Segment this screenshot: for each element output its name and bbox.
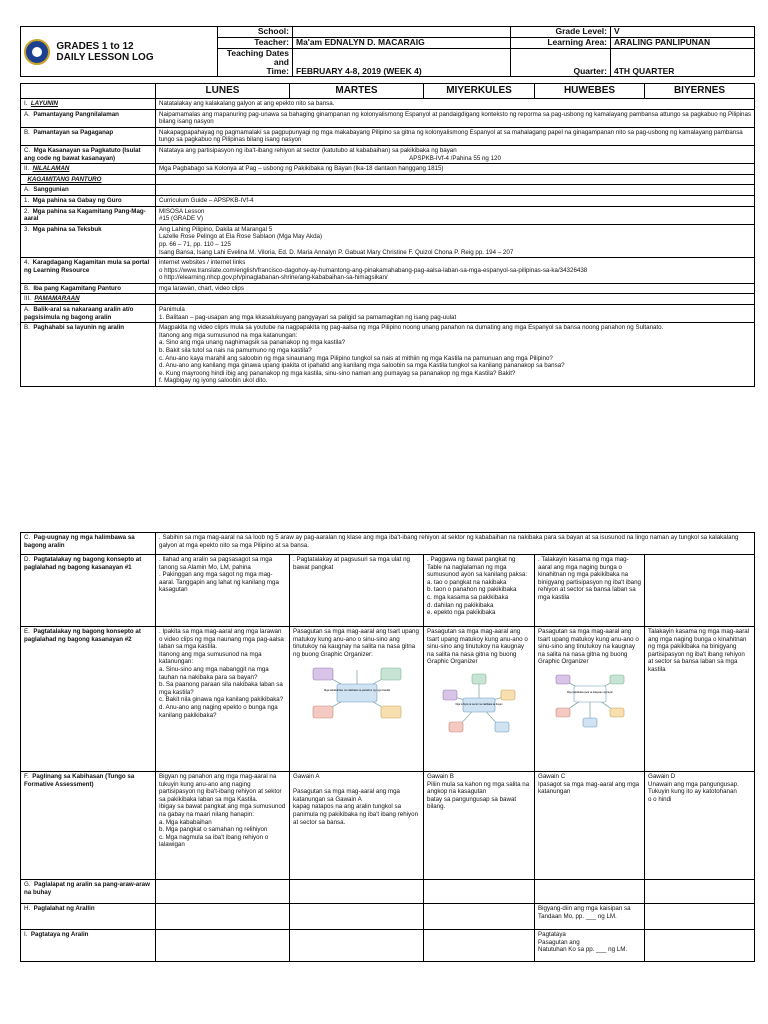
row-title: Pamantayan sa Pagaganap: [33, 128, 114, 136]
row-h-monday: [156, 904, 290, 930]
row-i-title: Pagtataya ng Aralin: [30, 931, 89, 938]
row-label: [21, 164, 156, 175]
row-content: [156, 294, 755, 305]
row-title: Mga Kasanayan sa Pagkatuto (Isulat ang code ng bawat kasanayan): [24, 146, 141, 162]
table-row: [21, 305, 755, 323]
table-row-g: [21, 880, 755, 904]
graphic-organizer-tuesday: [309, 664, 405, 722]
graphic-organizer-wednesday: [439, 672, 519, 736]
row-content: [156, 305, 755, 323]
table-row: [21, 206, 755, 224]
row-d-num: D.: [24, 556, 31, 563]
row-content-text: mga larawan, chart, video clips: [159, 284, 244, 292]
row-label: [21, 185, 156, 196]
header-table: [20, 26, 755, 77]
row-label: [21, 206, 156, 224]
row-f-friday: Gawain D Unawain ang mga pangungusap. Tukuyin kung ito ay katotohanan o o hindi: [645, 772, 755, 880]
row-title: LAYUNIN: [30, 100, 58, 107]
row-d-title: Pagtatalakay ng bagong konsepto at paglalahad ng bagong kasanayan #1: [24, 556, 142, 571]
table-row-f: [21, 772, 755, 880]
diagram-center-text-tuesday: Mga kababaihan na nakibaka sa panahon ng mga Kastila: [323, 689, 390, 693]
corner-cell: [21, 84, 156, 99]
row-content: [156, 224, 755, 257]
teacher-label: Teacher:: [218, 38, 293, 49]
row-content: [156, 164, 755, 175]
row-number: B.: [24, 128, 30, 136]
row-h-tuesday: [290, 904, 424, 930]
row-g-title: Paglalapat ng aralin sa pang-araw-araw na buhay: [24, 881, 150, 896]
row-title: Mga pahina sa Teksbuk: [32, 225, 102, 233]
row-c-content: . Sabihin sa mga mag-aaral na sa loob ng 5 araw ay pag-aaralan ng klase ang mga iba't-ibang rehiyon at sektor ng kababaihan na nakibaka para sa bayan at sa isusunod na lingo naman ay tungkol sa kalakalang galyon at mga epekto nito sa mga Pilipino at sa bansa.: [156, 533, 755, 555]
row-label: [21, 283, 156, 294]
row-content: [156, 174, 755, 185]
row-f-thursday: Gawain C Ipasagot sa mga mag-aaral ang mga katanungan: [535, 772, 645, 880]
graphic-organizer-thursday: [550, 672, 630, 730]
table-row: [21, 258, 755, 284]
deped-seal-icon: [24, 39, 50, 65]
row-number: C.: [24, 146, 31, 154]
row-title: KAGAMITANG PANTURO: [27, 175, 102, 183]
row-g-wednesday: [424, 880, 535, 904]
table-row: [21, 283, 755, 294]
row-content-text: Ang Lahing Pilipino, Dakila at Marangal 5 Lazelle Rose Pelingo at Ela Rose Sablaon (Mga May Akda) pp. 66 – 71, pp. 110 – 125 Isang Bansa, Isang Lahi Evelina M. Viloria, Ed. D. Maria Annalyn P. Gabuat Mary Christine F. Quizol Chona P. Reig pp. 194 – 207: [159, 225, 514, 256]
row-content-text: MISOSA Lesson #15 (GRADE V): [159, 207, 205, 223]
row-g-label: [21, 880, 156, 904]
row-number: A.: [24, 110, 30, 118]
row-title: Mga pahina sa Gabay ng Guro: [32, 196, 122, 204]
diagram-center-text-wednesday: Mga rehiyon at sector na nakibaka sa bayan: [455, 702, 503, 706]
row-h-wednesday: [424, 904, 535, 930]
row-label: [21, 127, 156, 145]
row-g-thursday: [535, 880, 645, 904]
row-label: [21, 109, 156, 127]
row-h-thursday: Bigyang-diin ang mga kaisipan sa Tandaan Mo, pp. ___ ng LM.: [535, 904, 645, 930]
row-content: [156, 127, 755, 145]
row-content: [156, 283, 755, 294]
row-content: [156, 145, 755, 163]
row-number: III.: [24, 295, 31, 303]
row-g-num: G.: [24, 881, 31, 888]
row-e-title: Pagtatalakay ng bagong konsepto at paglalahad ng bagong kasanayan #2: [24, 628, 141, 643]
diagram-center-text-thursday: Mga pakikibaka para sa kalayaan ng bayan: [566, 690, 613, 694]
row-label: [21, 145, 156, 163]
row-label: [21, 258, 156, 284]
teacher-value: Ma'am EDNALYN D. MACARAIG: [293, 38, 511, 49]
row-title: Paghahabi sa layunin ng aralin: [33, 324, 125, 332]
row-d-wednesday: . Paggawa ng bawat pangkat ng Table na naglalaman ng mga sumusunod ayon sa kanilang paksa: a. tao o pangkat na nakibaka b. taon o panahon ng pakikibaka c. mga kasama sa pakikibaka d. dahilan ng pakikibaka e. epekto nga pakikibaka: [424, 555, 535, 627]
row-title: Mga pahina sa Kagamitang Pang-Mag-aaral: [24, 207, 146, 223]
lesson-log-page-2: [20, 532, 754, 962]
row-label: [21, 224, 156, 257]
row-content: [156, 99, 755, 110]
row-i-monday: [156, 930, 290, 962]
dates-label-line2: Time:: [266, 66, 289, 76]
quarter-label: Quarter:: [511, 49, 611, 77]
table-row-e: [21, 627, 755, 772]
row-content-text: Nakapagpapahayag ng pagmamalaki sa pagpupunyagi ng mga makabayang Pilipino sa gitna ng kolonyalismong Espanyol at sa mahalagang papel na ginagampanan nito sa pag-usbong ng kamalayang pambansa tungo sa pagkabuo ng Pilipinas bilang isang nasyon: [159, 128, 743, 144]
table-row-i: [21, 930, 755, 962]
row-f-wednesday: Gawain B Piliin mula sa kahon ng mga salita na angkop na kasagutan batay sa pangungusap sa bawat bilang.: [424, 772, 535, 880]
row-i-wednesday: [424, 930, 535, 962]
table-row-c: [21, 533, 755, 555]
row-e-thursday-text: Pasagutan sa mga mag-aaral ang tsart upang matukoy kung anu-ano o sinu-sino ang tinutukoy na kaugnay na salita na nasa gitna ng buong Graphic Organizer: [538, 628, 639, 666]
day-tuesday: MARTES: [290, 84, 424, 99]
row-f-label: [21, 772, 156, 880]
area-label: Learning Area:: [511, 38, 611, 49]
row-e-wednesday-text: Pasagutan sa mga mag-aaral ang tsart upang matukoy kung anu-ano o sinu-sino ang tinutukoy na kaugnay na salita na nasa gitna ng buong Graphic Organizer: [427, 628, 528, 666]
row-number: I.: [24, 100, 28, 107]
row-title: PAMAMARAAN: [34, 295, 80, 303]
row-e-wednesday: [424, 627, 535, 772]
row-content-text: Natataya ang partisipasyon ng iba't-ibang rehiyon at sector (katutubo at kababaihan) sa pakikibaka ng bayan: [159, 146, 457, 154]
row-content: [156, 195, 755, 206]
row-i-thursday: Pagtataya Pasagutan ang Natutuhan Ko sa pp. ___ ng LM.: [535, 930, 645, 962]
row-title: Pamantayang Pangnilalaman: [33, 110, 119, 118]
row-number: B.: [24, 284, 30, 292]
row-number: 4.: [24, 259, 30, 267]
school-label: School:: [218, 27, 293, 38]
row-e-num: E.: [24, 628, 30, 635]
school-value: [293, 27, 511, 38]
lesson-log-page-1: [20, 26, 754, 387]
row-i-num: I.: [24, 931, 28, 938]
day-thursday: HUWEBES: [535, 84, 645, 99]
row-label: [21, 323, 156, 387]
row-content: [156, 323, 755, 387]
row-d-friday: [645, 555, 755, 627]
row-number: A.: [24, 186, 30, 194]
row-g-monday: [156, 880, 290, 904]
row-number: A.: [24, 306, 30, 314]
row-c-num: C.: [24, 534, 31, 541]
doc-title-line2: DAILY LESSON LOG: [56, 51, 154, 63]
table-row: [21, 99, 755, 110]
row-label: [21, 294, 156, 305]
row-d-monday: . Ilahad ang aralin sa pagsasagot sa mga tanong sa Alamin Mo, LM, pahina . Pakinggan ang mga sagot ng mga mag-aaral. Tanggapin ang lahat ng kanilang mga kasagutan: [156, 555, 290, 627]
row-content: [156, 258, 755, 284]
row-title: Sanggunian: [33, 186, 69, 194]
table-row: [21, 294, 755, 305]
day-monday: LUNES: [156, 84, 290, 99]
row-content-text: Naipamamalas ang mapanuring pag-unawa sa bahaging ginampanan ng kolonyalismong Espanyol at pandaigdigang konteksto ng reporma sa pag-usbong ng kamalayang pambansa attungo sa pagkabuo ng Pilipinas bilang isang nasyon: [159, 110, 751, 126]
row-g-friday: [645, 880, 755, 904]
day-wednesday: MIYERKULES: [424, 84, 535, 99]
row-title: Karagdagang Kagamitan mula sa portal ng Learning Resource: [24, 259, 150, 274]
row-e-tuesday-text: Pasagutan sa mga mag-aaral ang tsart upang matukoy kung anu-ano o sinu-sino ang tinutukoy na kaugnay na salita na nasa gitna ng buong Graphic Organizer:: [293, 628, 419, 658]
days-row: [21, 84, 755, 99]
table-row: [21, 127, 755, 145]
lesson-table-2: [20, 532, 755, 962]
row-title: Balik-aral sa nakaraang aralin at/o pagsisimula ng bagong aralin: [24, 306, 134, 321]
row-h-title: Paglalahat ng Arallin: [33, 905, 95, 912]
row-content: [156, 185, 755, 196]
row-number: 3.: [24, 225, 30, 233]
row-title: NILALAMAN: [32, 165, 70, 173]
table-row: [21, 164, 755, 175]
row-d-thursday: . Talakayin kasama ng mga mag-aaral ang mga naging bunga o kinahitnan ng mga pakikibaka na binigyang partisipasyon ng iba't ibang rehiyon at sector sa bansa laban sa mga kastila: [535, 555, 645, 627]
grade-value: V: [611, 27, 755, 38]
row-h-friday: [645, 904, 755, 930]
table-row: [21, 145, 755, 163]
row-e-tuesday: [290, 627, 424, 772]
row-c-title: Pag-uugnay ng mga halimbawa sa bagong aralin: [24, 534, 135, 549]
row-e-thursday: [535, 627, 645, 772]
row-f-monday: Bigyan ng panahon ang mga mag-aaral na tukuyin kung anu-ano ang naging partisipasyon ng iba't-ibang rehiyon at sektor sa pakikibaka laban sa mga Kastila. Ibigay sa bawat pangkat ang mga sumusunod na gabay na maari nilang hanapin: a. Mga kababaihan b. Mga pangkat o samahan ng relihiyon c. Mga nagmula sa iba't ibang rehiyon o lalawigan: [156, 772, 290, 880]
row-h-num: H.: [24, 905, 31, 912]
row-content-text: internet websites / internet links o https://www.translate.com/english/francisco-dagohoy-ay-humantong-ang-pinakamahabang-pag-aalsa-laban-sa-mga-espanyol-sa-pilipinas-sa-ka/34326438 o http://elearning.nhcp.gov.ph/pinaglabanan-shrine/ang-kababaihan-sa-himagsikan/: [159, 259, 588, 282]
dates-label: [218, 49, 293, 77]
dates-value: FEBRUARY 4-8, 2019 (WEEK 4): [293, 49, 511, 77]
lesson-table-1: [20, 83, 755, 387]
grade-label: Grade Level:: [511, 27, 611, 38]
quarter-value: 4TH QUARTER: [611, 49, 755, 77]
row-content-text: Panimula 1. Balitaan – pag-usapan ang mga kkasalukuyang pangyayari sa paligid sa pamamagitan ng isang pag-uulat: [159, 306, 457, 321]
row-c-label: [21, 533, 156, 555]
table-row: [21, 224, 755, 257]
table-row: [21, 185, 755, 196]
table-row: [21, 323, 755, 387]
dates-label-line1: Teaching Dates and: [226, 48, 289, 67]
table-row-h: [21, 904, 755, 930]
table-row: [21, 109, 755, 127]
row-f-tuesday: Gawain A Pasagutan sa mga mag-aaral ang mga katanungan sa Gawain A kapag natapos na ang aralin tungkol sa panimula ng pakikibaka ng iba't ibang rehiyon at sector sa bansa.: [290, 772, 424, 880]
row-number: B.: [24, 324, 30, 332]
table-row-d: [21, 555, 755, 627]
doc-title-line1: GRADES 1 to 12: [56, 40, 134, 52]
day-friday: BIYERNES: [645, 84, 755, 99]
row-number: II.: [24, 165, 30, 173]
table-row: [21, 174, 755, 185]
row-f-title: Paglinang sa Kabihasan (Tungo sa Formative Assessment): [24, 773, 135, 788]
row-number: 2.: [24, 207, 30, 215]
row-number: 1.: [24, 196, 30, 204]
row-f-num: F.: [24, 773, 29, 780]
competency-code: APSPKB-IVf-4 /Pahina 55 ng 120: [409, 154, 501, 162]
lesson-rows-1: [21, 99, 755, 387]
row-content-text: Curriculum Guide – APSPKB-IVf-4: [159, 196, 254, 204]
row-i-label: [21, 930, 156, 962]
row-label: [21, 174, 156, 185]
table-row: [21, 195, 755, 206]
area-value: ARALING PANLIPUNAN: [611, 38, 755, 49]
row-content-text: Mga Pagbabago sa Kolonya at Pag – usbong ng Pakikibaka ng Bayan (Ika-18 dantaon hanggang 1815): [159, 165, 444, 173]
row-e-friday: Talakayin kasama ng mga mag-aaral ang mga naging bunga o kinahitnan ng mga pakikibaka na binigyang partisipasyon ng iba't ibang rehiyon at sector sa bansa laban sa mga kastila: [645, 627, 755, 772]
row-g-tuesday: [290, 880, 424, 904]
row-label: [21, 195, 156, 206]
row-i-friday: [645, 930, 755, 962]
row-content: [156, 206, 755, 224]
row-d-tuesday: . Pagtatalakay at pagsusuri sa mga ulat ng bawat pangkat: [290, 555, 424, 627]
row-i-tuesday: [290, 930, 424, 962]
row-content: [156, 109, 755, 127]
row-content-text: Magpakita ng video clip/s mula sa youtube na nagpapakita ng pag-aalsa ng mga Pilipino noong unang panahon na dumating ang mga Espanyol sa bansa noong panahon ng Sultanato. Itanong ang mga sumusunod na mga katanungan: a. Sino ang mga unang naghimagsik sa pananakop ng mga kastila? b. Bakit sila tutol sa nais na pamumuno ng mga kastila? c. Anu-ano kaya marahil ang saloobin ng mga sinaunang mga Pilipino tungkol sa nais at mithiin ng mga Kastila na pamunuan ang mga Pilipino? d. Anu-ano ang kanilang mga ginawa upang ipakita ot ipahatid ang kanilang mga saloobin sa mga Kastila tungkol sa kanilang pananakop sa bansa? e. Kung mayroong hindi ibig ang pananakop ng mga kastila, sinu-sino naman ang pumayag sa pananakop ng mga Kastila? Bakit? f. Magbigay ng iyong saloobin ukol dito.: [159, 324, 664, 385]
row-e-monday: . Ipakita sa mga mag-aaral ang mga larawan o video clips ng mga naunang mga pag-aalsa laban sa mga kastila. Itanong ang mga sumusunod na mga katanungan: a. Sinu-sino ang mga nabanggit na mga tauhan na nakibaka para sa bayan? b. Sa paanong paraan sila nakibaka laban sa mga kastila? c. Bakit nila ginawa nga kanilang pakikibaka? d. Anu-ano ang naging epekto o bunga nga kanilang pakikibaka?: [156, 627, 290, 772]
row-h-label: [21, 904, 156, 930]
row-content-text: Natatalakay ang kalakalang galyon at ang epekto nito sa bansa.: [159, 100, 335, 107]
row-d-label: [21, 555, 156, 627]
row-label: [21, 99, 156, 110]
row-label: [21, 305, 156, 323]
row-title: Iba pang Kagamitang Panturo: [33, 284, 121, 292]
row-e-label: [21, 627, 156, 772]
